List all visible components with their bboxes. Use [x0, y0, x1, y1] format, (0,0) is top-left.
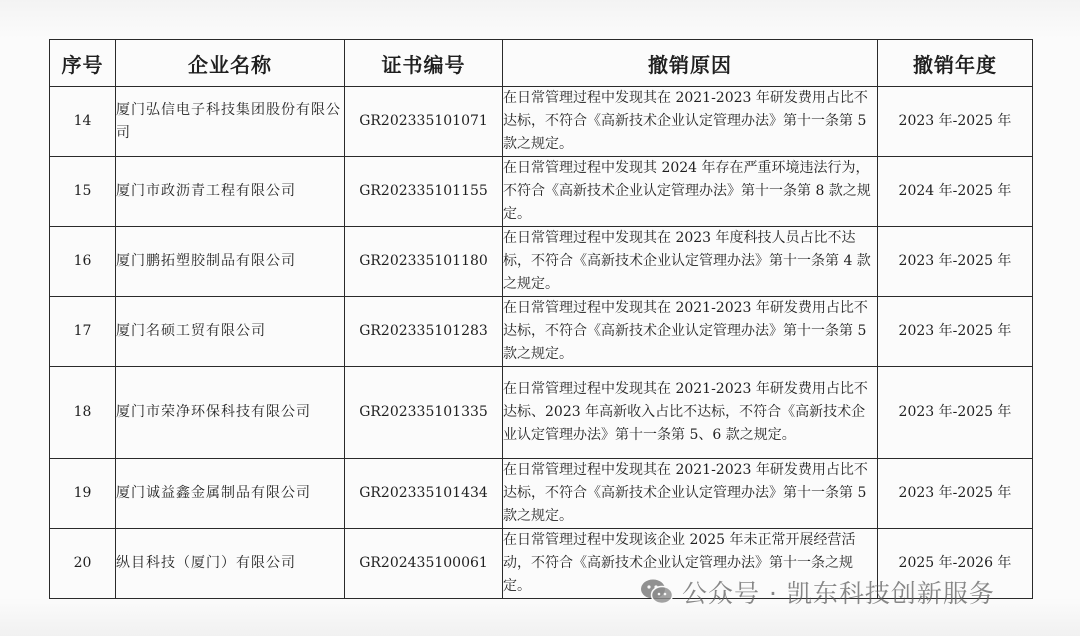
header-reason: 撤销原因: [503, 40, 878, 87]
row-cert: GR202335101155: [345, 157, 503, 227]
table-row: [50, 227, 1033, 297]
row-company: 厦门鹏拓塑胶制品有限公司: [116, 227, 345, 297]
row-reason: 在日常管理过程中发现其在 2023 年度科技人员占比不达标，不符合《高新技术企业认定管理办法》第十一条第 4 款之规定。: [503, 227, 878, 297]
row-cert: GR202335101335: [345, 367, 503, 459]
header-company: 企业名称: [116, 40, 345, 87]
table-row: [50, 367, 1033, 459]
row-company: 厦门诚益鑫金属制品有限公司: [116, 459, 345, 529]
row-years: 2023 年-2025 年: [878, 297, 1033, 367]
row-cert: GR202335101071: [345, 87, 503, 157]
watermark-text: 公众号 · 凯东科技创新服务: [682, 579, 995, 608]
row-company: 厦门弘信电子科技集团股份有限公司: [116, 87, 345, 157]
header-index: 序号: [50, 40, 116, 87]
row-index: 19: [50, 459, 116, 529]
row-reason: 在日常管理过程中发现其在 2021-2023 年研发费用占比不达标、2023 年高新收入占比不达标，不符合《高新技术企业认定管理办法》第十一条第 5、6 款之规定。: [503, 367, 878, 459]
row-company: 纵目科技（厦门）有限公司: [116, 529, 345, 599]
row-cert: GR202335101283: [345, 297, 503, 367]
row-company: 厦门名硕工贸有限公司: [116, 297, 345, 367]
row-reason: 在日常管理过程中发现该企业 2025 年未正常开展经营活动，不符合《高新技术企业认定管理办法》第十一条之规定。: [503, 529, 878, 599]
row-company: 厦门市政沥青工程有限公司: [116, 157, 345, 227]
row-years: 2023 年-2025 年: [878, 459, 1033, 529]
row-reason: 在日常管理过程中发现其在 2021-2023 年研发费用占比不达标，不符合《高新技术企业认定管理办法》第十一条第 5 款之规定。: [503, 87, 878, 157]
row-index: 20: [50, 529, 116, 599]
table-header-row: [50, 40, 1033, 87]
row-years: 2023 年-2025 年: [878, 367, 1033, 459]
row-index: 14: [50, 87, 116, 157]
row-years: 2025 年-2026 年: [878, 529, 1033, 599]
wechat-icon: [640, 578, 674, 606]
row-reason: 在日常管理过程中发现其在 2021-2023 年研发费用占比不达标，不符合《高新技术企业认定管理办法》第十一条第 5 款之规定。: [503, 459, 878, 529]
row-reason: 在日常管理过程中发现其在 2021-2023 年研发费用占比不达标，不符合《高新技术企业认定管理办法》第十一条第 5 款之规定。: [503, 297, 878, 367]
row-index: 18: [50, 367, 116, 459]
row-cert: GR202335101180: [345, 227, 503, 297]
row-index: 17: [50, 297, 116, 367]
table-row: [50, 87, 1033, 157]
table-row: [50, 459, 1033, 529]
row-index: 16: [50, 227, 116, 297]
table-row: [50, 297, 1033, 367]
row-reason: 在日常管理过程中发现其 2024 年存在严重环境违法行为，不符合《高新技术企业认定管理办法》第十一条第 8 款之规定。: [503, 157, 878, 227]
row-company: 厦门市荣净环保科技有限公司: [116, 367, 345, 459]
header-years: 撤销年度: [878, 40, 1033, 87]
row-years: 2023 年-2025 年: [878, 87, 1033, 157]
row-cert: GR202335101434: [345, 459, 503, 529]
row-index: 15: [50, 157, 116, 227]
header-cert: 证书编号: [345, 40, 503, 87]
table-row: [50, 157, 1033, 227]
row-years: 2024 年-2025 年: [878, 157, 1033, 227]
revocation-table: [49, 39, 1033, 599]
row-years: 2023 年-2025 年: [878, 227, 1033, 297]
row-cert: GR202435100061: [345, 529, 503, 599]
watermark: [640, 574, 995, 610]
